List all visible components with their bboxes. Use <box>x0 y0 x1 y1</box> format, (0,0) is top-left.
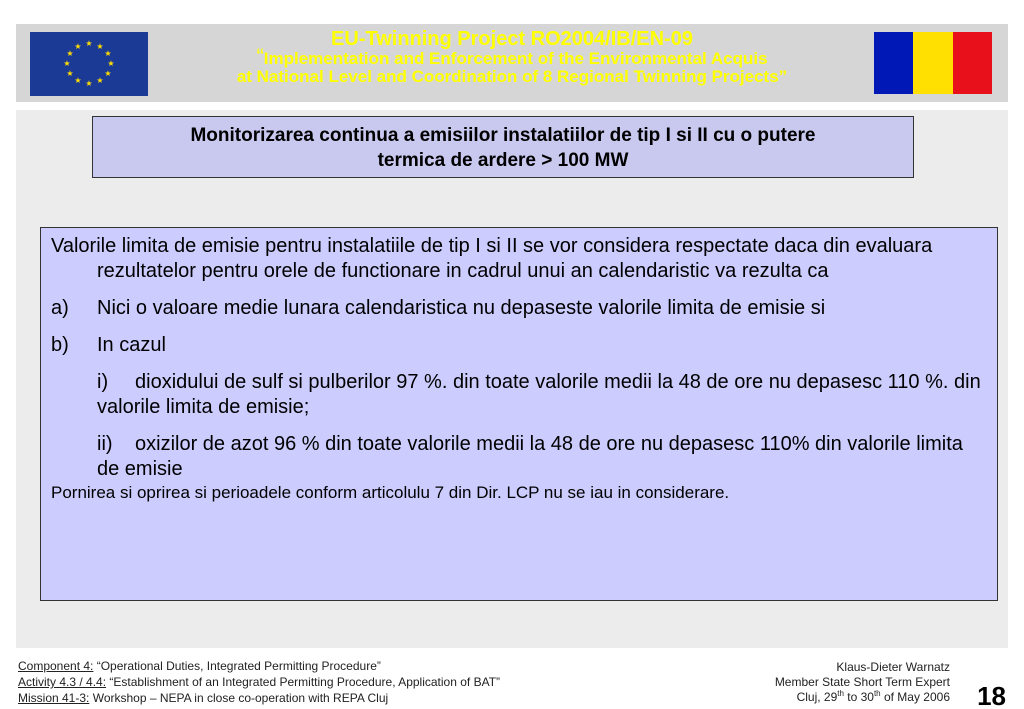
body-text-box <box>40 227 998 601</box>
svg-text:★: ★ <box>107 59 115 68</box>
eu-flag-icon <box>30 32 148 96</box>
list-item-a <box>51 296 987 321</box>
svg-text:★: ★ <box>85 39 93 48</box>
svg-text:★: ★ <box>63 59 71 68</box>
header-subtitle-line2: at National Level and Coordination of 8 Regional Twinning Projects” <box>236 67 788 86</box>
footer-activity-label: Activity 4.3 / 4.4: <box>18 675 107 689</box>
slide-title <box>92 116 914 178</box>
svg-text:★: ★ <box>96 76 104 85</box>
intro-paragraph: Valorile limita de emisie pentru instalatiile de tip I si II se vor considera respectate daca din evaluara rezultatelor pentru orele de functionare in cadrul unui an calendaristic va rezulta ca <box>51 235 933 282</box>
list-item-b <box>51 333 987 358</box>
svg-text:★: ★ <box>104 69 112 78</box>
footer-activity-text: “Establishment of an Integrated Permitting Procedure, Application of BAT” <box>106 675 501 689</box>
footer-mission-text: Workshop – NEPA in close co-operation with REPA Cluj <box>89 691 389 705</box>
svg-text:★: ★ <box>85 79 93 88</box>
sub-item-label: ii) <box>97 433 113 455</box>
sub-item-text: dioxidului de sulf si pulberilor 97 %. din toate valorile medii la 48 de ore nu depasesc 110 %. din valorile limita de emisie; <box>97 371 981 418</box>
header-title <box>150 28 874 86</box>
header-subtitle-line1 <box>150 44 874 69</box>
list-item-label: a) <box>51 297 69 319</box>
footer-role: Member State Short Term Expert <box>774 675 950 689</box>
sub-item-label: i) <box>97 371 109 393</box>
list-item-text: Nici o valoare medie lunara calendaristica nu depaseste valorile limita de emisie si <box>97 297 826 319</box>
ro-flag-blue-stripe <box>874 32 913 94</box>
svg-text:★: ★ <box>74 42 82 51</box>
footer <box>0 648 1024 709</box>
footer-component <box>18 658 500 674</box>
svg-text:★: ★ <box>66 69 74 78</box>
svg-text:★: ★ <box>96 42 104 51</box>
footer-project-info <box>18 658 500 706</box>
footer-author-info <box>700 660 950 705</box>
ro-flag-yellow-stripe <box>913 32 952 94</box>
footer-date: Cluj, 29th to 30th of May 2006 <box>796 689 950 704</box>
slide-title-line2: termica de ardere > 100 MW <box>377 150 629 171</box>
footer-activity <box>18 674 500 690</box>
footer-mission <box>18 690 500 706</box>
sub-item-text: oxizilor de azot 96 % din toate valorile medii la 48 de ore nu depasesc 110% din valorile limita de emisie <box>97 433 963 480</box>
footer-component-label: Component 4: <box>18 659 94 673</box>
slide-title-line1: Monitorizarea continua a emisiilor instalatiilor de tip I si II cu o putere <box>190 125 816 146</box>
closing-paragraph: Pornirea si oprirea si perioadele conform articolulu 7 din Dir. LCP nu se iau in considerare. <box>51 483 730 502</box>
footer-mission-label: Mission 41-3: <box>18 691 90 705</box>
footer-component-text: “Operational Duties, Integrated Permitting Procedure” <box>93 659 381 673</box>
sub-item-i <box>51 370 987 420</box>
svg-text:★: ★ <box>104 49 112 58</box>
ro-flag-red-stripe <box>953 32 992 94</box>
header-subtitle-text: Implementation and Enforcement of the Environmental Acquis <box>263 49 768 68</box>
svg-text:★: ★ <box>66 49 74 58</box>
svg-text:★: ★ <box>74 76 82 85</box>
header-open-quote: “ <box>256 44 264 69</box>
list-item-label: b) <box>51 334 69 356</box>
page-number: 18 <box>977 681 1006 709</box>
romania-flag-icon <box>874 32 992 94</box>
footer-author: Klaus-Dieter Warnatz <box>836 660 950 674</box>
header-project-code: EU-Twinning Project RO2004/IB/EN-09 <box>331 28 693 50</box>
sub-item-ii <box>51 432 987 482</box>
list-item-text: In cazul <box>97 334 166 356</box>
